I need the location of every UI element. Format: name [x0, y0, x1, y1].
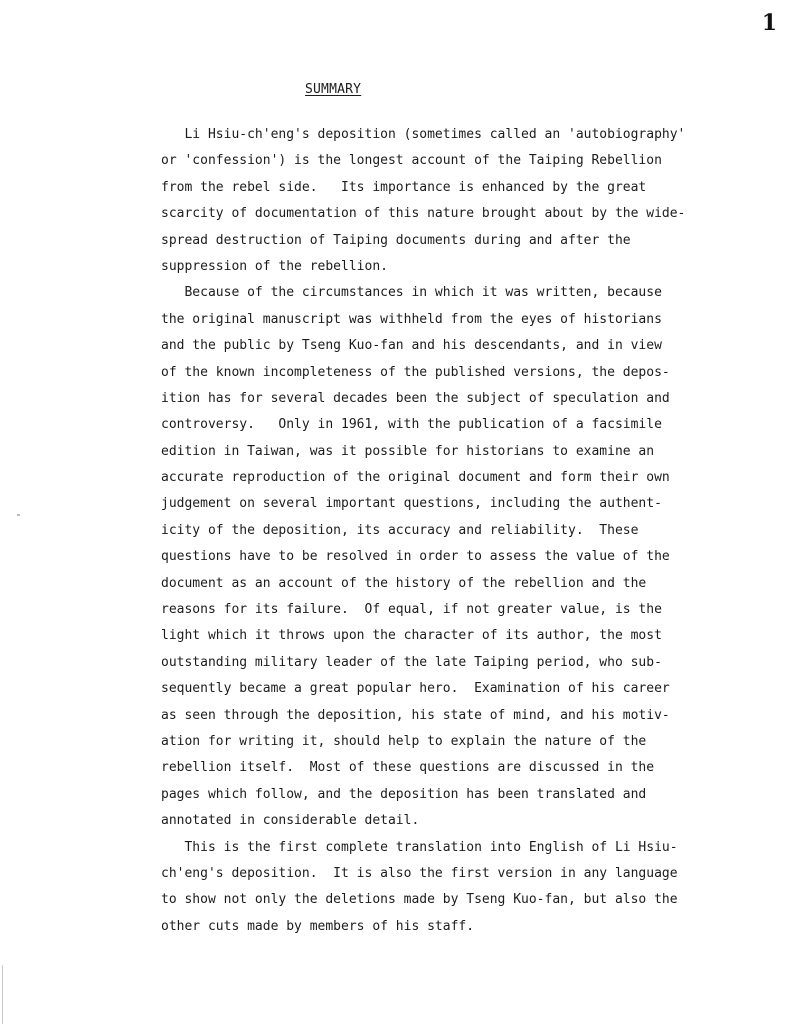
- text-line: questions have to be resolved in order to assess the value of the: [161, 549, 670, 565]
- text-line: the original manuscript was withheld from the eyes of historians: [161, 311, 662, 327]
- text-line: scarcity of documentation of this nature brought about by the wide-: [161, 206, 686, 222]
- text-line: to show not only the deletions made by Tseng Kuo-fan, but also the: [161, 892, 678, 908]
- text-line: as seen through the deposition, his state of mind, and his motiv-: [161, 707, 670, 723]
- text-line: ation for writing it, should help to explain the nature of the: [161, 733, 647, 749]
- page-title: SUMMARY: [305, 82, 362, 97]
- text-line: spread destruction of Taiping documents during and after the: [161, 232, 631, 248]
- text-line: controversy. Only in 1961, with the publication of a facsimile: [161, 417, 662, 433]
- text-line: suppression of the rebellion.: [161, 258, 388, 274]
- scan-speck: [17, 514, 20, 516]
- text-line: and the public by Tseng Kuo-fan and his descendants, and in view: [161, 338, 662, 354]
- text-line: judgement on several important questions, including the authent-: [161, 496, 662, 512]
- text-line: icity of the deposition, its accuracy and reliability. These: [161, 522, 639, 538]
- scan-edge-line: [2, 965, 3, 1024]
- text-line: reasons for its failure. Of equal, if not greater value, is the: [161, 602, 662, 618]
- summary-body: [161, 122, 767, 940]
- text-line: or 'confession') is the longest account of the Taiping Rebellion: [161, 153, 662, 169]
- text-line: from the rebel side. Its importance is enhanced by the great: [161, 179, 647, 195]
- text-line: Li Hsiu-ch'eng's deposition (sometimes called an 'autobiography': [161, 127, 686, 142]
- text-line: rebellion itself. Most of these questions are discussed in the: [161, 760, 655, 776]
- text-line: other cuts made by members of his staff.: [161, 918, 475, 934]
- text-line: document as an account of the history of the rebellion and the: [161, 575, 647, 591]
- text-line: sequently became a great popular hero. Examination of his career: [161, 681, 670, 697]
- text-line: pages which follow, and the deposition has been translated and: [161, 786, 647, 802]
- text-line: annotated in considerable detail.: [161, 813, 420, 829]
- text-line: outstanding military leader of the late Taiping period, who sub-: [161, 654, 662, 670]
- page-number: 1: [761, 10, 777, 36]
- text-line: This is the first complete translation into English of Li Hsiu-: [161, 839, 678, 855]
- text-line: of the known incompleteness of the published versions, the depos-: [161, 364, 670, 380]
- text-line: ition has for several decades been the subject of speculation and: [161, 390, 670, 406]
- text-line: light which it throws upon the character of its author, the most: [161, 628, 662, 644]
- text-line: ch'eng's deposition. It is also the first version in any language: [161, 865, 678, 881]
- text-line: edition in Taiwan, was it possible for historians to examine an: [161, 443, 655, 459]
- text-line: accurate reproduction of the original document and form their own: [161, 470, 670, 486]
- text-line: Because of the circumstances in which it was written, because: [161, 285, 662, 301]
